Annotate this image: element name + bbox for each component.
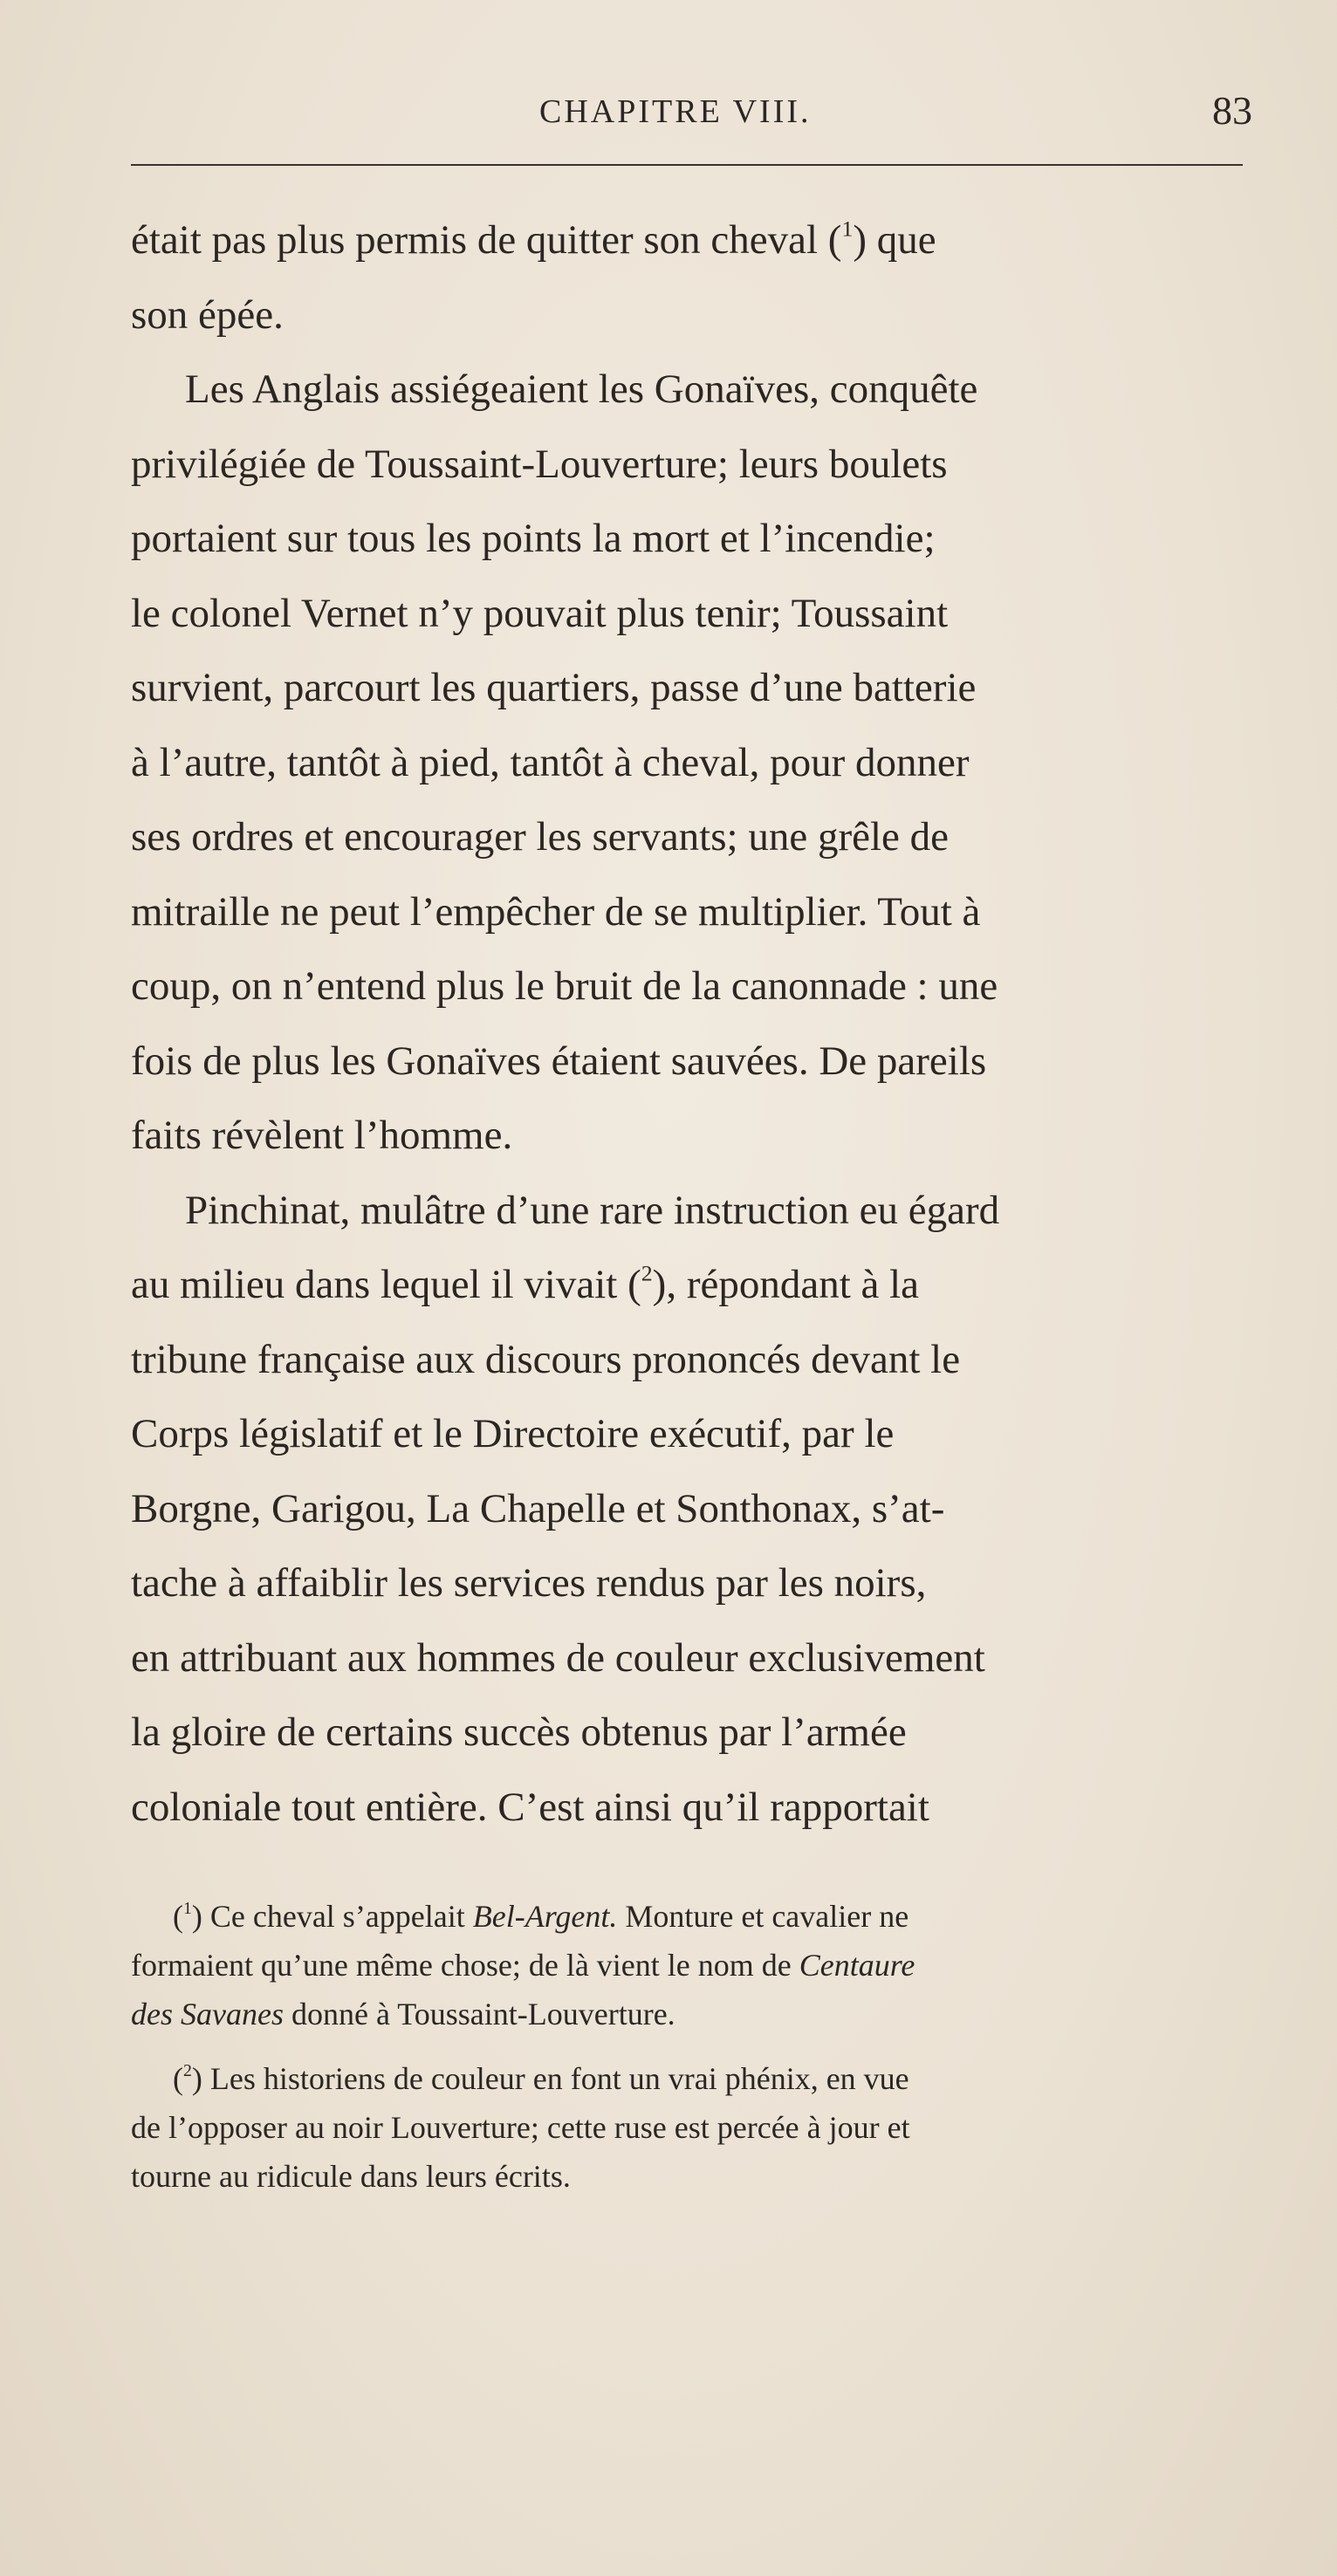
text-line: tache à affaiblir les services rendus par les noirs, bbox=[131, 1560, 927, 1606]
footnotes bbox=[131, 1892, 1265, 2201]
text-line bbox=[131, 203, 1257, 278]
text-line: mitraille ne peut l’empêcher de se multiplier. Tout à bbox=[131, 888, 981, 935]
text-line: Borgne, Garigou, La Chapelle et Sonthonax, s’at- bbox=[131, 1485, 945, 1531]
footnote-ref-2[interactable]: 2 bbox=[641, 1260, 653, 1286]
text-line bbox=[131, 1248, 1257, 1323]
header-rule bbox=[131, 164, 1243, 166]
text-line: coloniale tout entière. C’est ainsi qu’il rapportait bbox=[131, 1784, 929, 1830]
text-line: le colonel Vernet n’y pouvait plus tenir; Toussaint bbox=[131, 590, 949, 636]
text-line: Corps législatif et le Directoire exécutif, par le bbox=[131, 1411, 895, 1456]
text-line: fois de plus les Gonaïves étaient sauvées. De pareils bbox=[131, 1038, 987, 1084]
page-header bbox=[131, 87, 1252, 148]
text-line: faits révèlent l’homme. bbox=[131, 1113, 513, 1158]
text-line: coup, on n’entend plus le bruit de la canonnade : une bbox=[131, 963, 998, 1009]
text-line: tribune française aux discours prononcés devant le bbox=[131, 1336, 961, 1382]
line-1-text: était pas plus permis de quitter son cheval ($^1$) que bbox=[131, 216, 936, 263]
footnote-1: ($^1$) Ce cheval s’appelait Bel-Argent. Monture et cavalier ne formaient qu’une même chose; de là vient le nom de Centaure des Savanes donné à Toussaint-Louverture. bbox=[131, 1899, 915, 2031]
text-line: son épée. bbox=[131, 291, 284, 338]
footnote-2: ($^2$) Les historiens de couleur en font un vrai phénix, en vue de l’opposer au noir Louverture; cette ruse est percée à jour et tourne au ridicule dans leurs écrits. bbox=[131, 2061, 910, 2194]
text-line: portaient sur tous les points la mort et l’incendie; bbox=[131, 516, 936, 561]
footnote-ref-1[interactable]: 1 bbox=[841, 216, 854, 242]
page-number: 83 bbox=[1212, 88, 1252, 133]
body-text bbox=[131, 203, 1257, 1845]
paragraph-start: Les Anglais assiégeaient les Gonaïves, conquête bbox=[185, 367, 978, 412]
text-line: ses ordres et encourager les servants; une grêle de bbox=[131, 814, 949, 860]
text-line: à l’autre, tantôt à pied, tantôt à cheval, pour donner bbox=[131, 739, 970, 785]
text-line: la gloire de certains succès obtenus par l’armée bbox=[131, 1709, 907, 1755]
text-line: survient, parcourt les quartiers, passe d’une batterie bbox=[131, 665, 977, 710]
paragraph-start: Pinchinat, mulâtre d’une rare instruction eu égard bbox=[185, 1187, 1000, 1233]
running-title: CHAPITRE VIII. bbox=[539, 93, 812, 130]
line-15-text: au milieu dans lequel il vivait ($^2$), répondant à la bbox=[131, 1260, 920, 1307]
footnote-2-marker: 2 bbox=[183, 2061, 192, 2081]
text-line: en attribuant aux hommes de couleur exclusivement bbox=[131, 1634, 985, 1681]
text-line: privilégiée de Toussaint-Louverture; leurs boulets bbox=[131, 441, 948, 487]
footnote-1-marker: 1 bbox=[183, 1899, 192, 1919]
